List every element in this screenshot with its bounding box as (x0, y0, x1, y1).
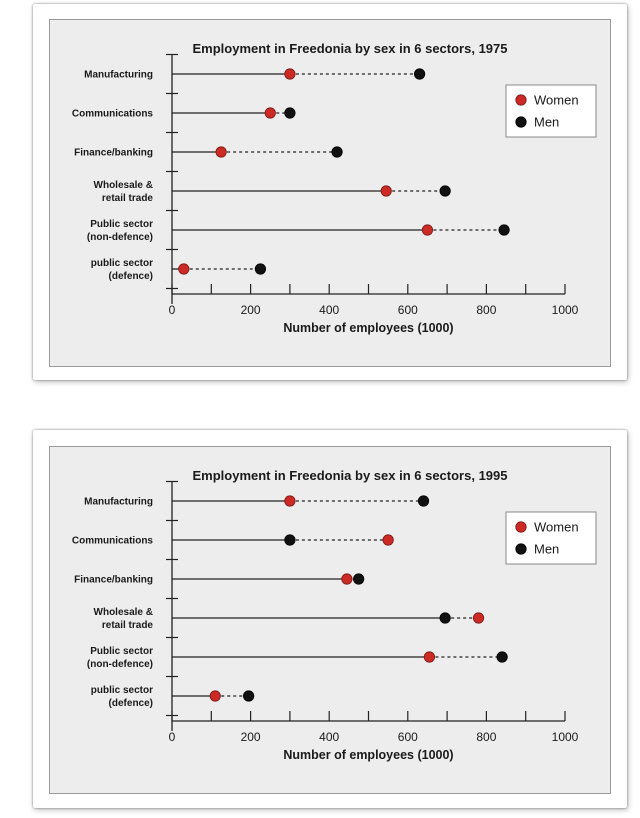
category-label (91, 685, 153, 709)
category-label-line: (non-defence) (86, 659, 153, 670)
category-label-line: Public sector (90, 219, 153, 230)
point-women (179, 264, 189, 274)
x-tick-label: 600 (397, 730, 418, 744)
category-label-line: Communications (71, 108, 153, 120)
category-label-line: Manufacturing (84, 496, 153, 508)
category-label-line: Wholesale & (93, 180, 153, 191)
chart-title: Employment in Freedonia by sex in 6 sectors, 1975 (192, 41, 508, 56)
category-label (84, 497, 153, 508)
legend-marker-men (516, 544, 526, 554)
legend (506, 85, 596, 137)
chart-card-1995 (33, 430, 627, 808)
point-men (332, 147, 342, 157)
category-label (72, 536, 154, 547)
x-tick-label: 800 (476, 730, 497, 744)
legend-marker-men (516, 117, 526, 127)
chart-1975 (50, 20, 610, 366)
category-label-line: (defence) (108, 271, 153, 282)
point-men (497, 652, 507, 662)
category-label (87, 219, 153, 243)
point-women (285, 496, 295, 506)
point-men (243, 691, 253, 701)
point-men (418, 496, 428, 506)
x-axis-label: Number of employees (1000) (283, 748, 454, 762)
chart-panel-1975 (49, 19, 611, 367)
category-label-line: retail trade (101, 620, 153, 631)
category-label-line: Manufacturing (84, 69, 153, 81)
point-men (255, 264, 265, 274)
x-axis-label: Number of employees (1000) (283, 321, 454, 335)
category-label-line: Public sector (90, 646, 153, 657)
x-tick-label: 1000 (551, 303, 579, 317)
legend-marker-women (516, 95, 526, 105)
point-men (440, 186, 450, 196)
category-label (74, 148, 153, 159)
point-men (285, 535, 295, 545)
chart-panel-1995 (49, 446, 611, 794)
legend-label-men: Men (534, 541, 560, 557)
point-women (285, 69, 295, 79)
category-label-line: public sector (90, 685, 153, 696)
point-women (424, 652, 434, 662)
x-tick-label: 400 (319, 303, 340, 317)
legend (506, 512, 596, 564)
x-tick-label: 200 (240, 730, 261, 744)
point-women (381, 186, 391, 196)
point-men (353, 574, 363, 584)
category-label-line: public sector (90, 258, 153, 269)
category-label (72, 109, 154, 120)
category-label-line: (defence) (108, 698, 153, 709)
point-men (499, 225, 509, 235)
legend-label-women: Women (534, 92, 579, 108)
point-women (265, 108, 275, 118)
point-women (383, 535, 393, 545)
x-tick-label: 400 (319, 730, 340, 744)
category-label-line: Communications (71, 535, 153, 547)
point-men (440, 613, 450, 623)
point-women (342, 574, 352, 584)
legend-label-men: Men (534, 114, 560, 130)
category-label-line: retail trade (101, 193, 153, 204)
category-label-line: Finance/banking (74, 574, 153, 586)
category-label (91, 258, 153, 282)
point-men (414, 69, 424, 79)
category-label (94, 180, 154, 204)
category-label-line: (non-defence) (86, 232, 153, 243)
x-tick-label: 600 (397, 303, 418, 317)
x-tick-label: 1000 (551, 730, 579, 744)
category-label (84, 70, 153, 81)
chart-card-1975 (33, 4, 627, 380)
chart-title: Employment in Freedonia by sex in 6 sectors, 1995 (192, 468, 508, 483)
legend-label-women: Women (534, 519, 579, 535)
category-label-line: Finance/banking (74, 147, 153, 159)
category-label (87, 646, 153, 670)
point-women (216, 147, 226, 157)
category-label (94, 607, 154, 631)
point-women (473, 613, 483, 623)
x-tick-label: 200 (240, 303, 261, 317)
point-women (210, 691, 220, 701)
chart-1995 (50, 447, 610, 793)
x-tick-label: 800 (476, 303, 497, 317)
category-label-line: Wholesale & (93, 607, 153, 618)
legend-marker-women (516, 522, 526, 532)
point-women (422, 225, 432, 235)
category-label (74, 575, 153, 586)
x-tick-label: 0 (168, 303, 176, 317)
point-men (285, 108, 295, 118)
x-tick-label: 0 (168, 730, 176, 744)
